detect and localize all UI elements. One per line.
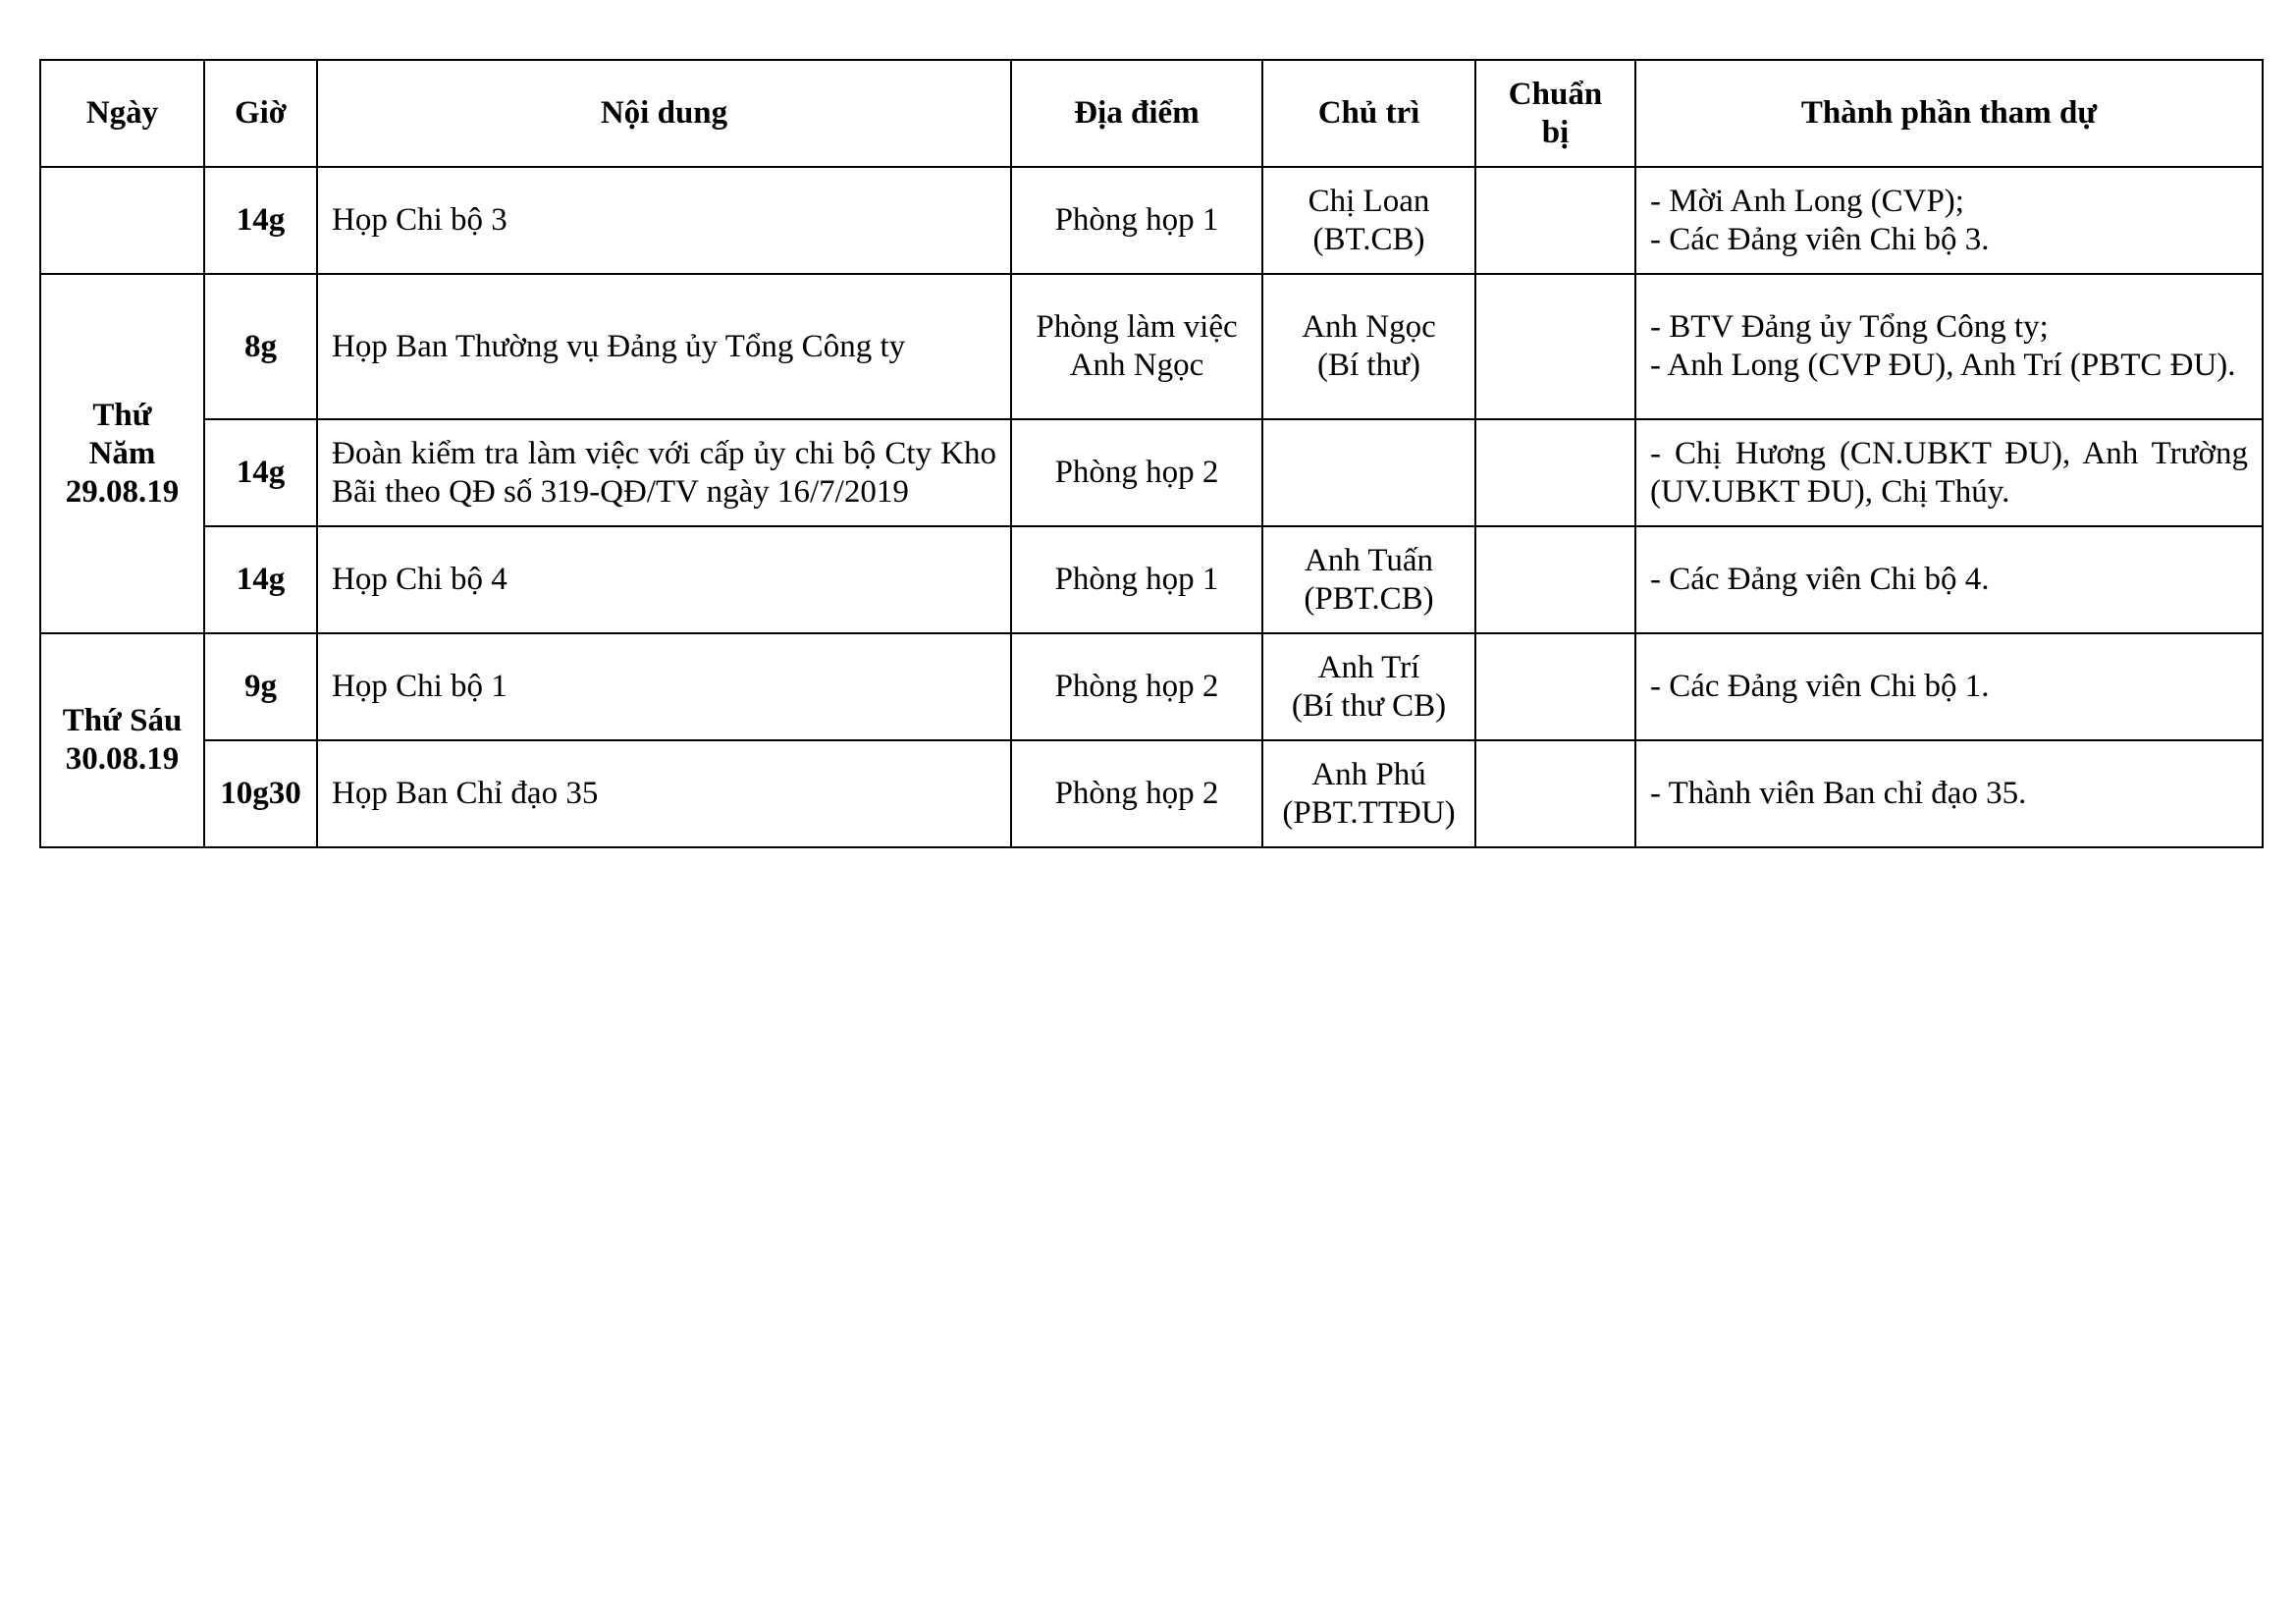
header-place: Địa điểm [1011,60,1262,167]
place-cell [1011,526,1262,633]
place-cell [1011,274,1262,419]
attendees-cell [1635,167,2263,274]
attendees-cell [1635,633,2263,740]
chair-cell [1262,633,1475,740]
prep-cell [1475,274,1635,419]
table-row [40,419,2263,526]
prep-cell [1475,740,1635,847]
place-line: Phòng làm việc [1036,309,1238,345]
day-line: Thứ [92,397,152,433]
header-prep: Chuẩn bị [1475,60,1635,167]
header-attendees: Thành phần tham dự [1635,60,2263,167]
place-line: Phòng họp 1 [1054,562,1219,597]
place-cell [1011,419,1262,526]
schedule-body [40,167,2263,847]
time-cell: 14g [204,419,317,526]
attendees-cell [1635,274,2263,419]
place-line: Phòng họp 2 [1054,455,1219,490]
day-cell [40,633,204,847]
day-line: 29.08.19 [65,473,180,510]
table-row [40,167,2263,274]
header-time: Giờ [204,60,317,167]
prep-cell [1475,419,1635,526]
day-line: Năm [88,435,156,471]
prep-cell [1475,167,1635,274]
chair-line: (PBT.CB) [1304,580,1434,617]
chair-cell [1262,167,1475,274]
place-line: Anh Ngọc [1069,348,1204,383]
chair-line: (Bí thư CB) [1291,687,1447,724]
table-row [40,274,2263,419]
attendees-cell [1635,740,2263,847]
header-row [40,60,2263,167]
header-content: Nội dung [317,60,1011,167]
table-row [40,526,2263,633]
chair-cell [1262,419,1475,526]
chair-line: (Bí thư) [1317,348,1420,383]
header-day: Ngày [40,60,204,167]
content-cell: Đoàn kiểm tra làm việc với cấp ủy chi bộ Cty Kho Bãi theo QĐ số 319-QĐ/TV ngày 16/7/2019 [317,419,1011,526]
attendee-line: - Anh Long (CVP ĐU), Anh Trí (PBTC ĐU). [1650,348,2236,383]
attendee-line: - Các Đảng viên Chi bộ 4. [1650,562,1990,597]
attendee-line: - Thành viên Ban chỉ đạo 35. [1650,776,2027,811]
chair-line: Chị Loan [1308,183,1430,219]
day-line: Thứ Sáu [62,703,183,738]
attendees-cell [1635,419,2263,526]
content-cell: Họp Chi bộ 1 [317,633,1011,740]
attendees-cell [1635,526,2263,633]
attendee-line: - BTV Đảng ủy Tổng Công ty; [1650,309,2049,345]
attendee-line: - Các Đảng viên Chi bộ 1. [1650,669,1990,704]
chair-cell [1262,274,1475,419]
chair-line: (PBT.TTĐU) [1282,794,1456,831]
schedule-table [39,59,2264,848]
time-cell: 9g [204,633,317,740]
content-cell: Họp Ban Thường vụ Đảng ủy Tổng Công ty [317,274,1011,419]
chair-line: Anh Trí [1317,649,1420,685]
time-cell: 14g [204,167,317,274]
chair-cell [1262,740,1475,847]
place-cell [1011,633,1262,740]
place-line: Phòng họp 1 [1054,202,1219,238]
day-cell [40,167,204,274]
attendee-line: - Các Đảng viên Chi bộ 3. [1650,221,1990,257]
attendee-line: - Mời Anh Long (CVP); [1650,183,1964,219]
chair-line: Anh Tuấn [1304,542,1434,578]
prep-cell [1475,633,1635,740]
content-cell: Họp Ban Chỉ đạo 35 [317,740,1011,847]
time-cell: 14g [204,526,317,633]
chair-line: Anh Phú [1311,756,1426,792]
time-cell: 8g [204,274,317,419]
header-chair: Chủ trì [1262,60,1475,167]
time-cell: 10g30 [204,740,317,847]
table-row [40,633,2263,740]
content-cell: Họp Chi bộ 4 [317,526,1011,633]
table-row [40,740,2263,847]
day-cell [40,274,204,633]
chair-line: (BT.CB) [1312,221,1425,257]
place-line: Phòng họp 2 [1054,669,1219,704]
attendee-line: - Chị Hương (CN.UBKT ĐU), Anh Trường (UV.UBKT ĐU), Chị Thúy. [1650,435,2248,510]
place-cell [1011,167,1262,274]
place-line: Phòng họp 2 [1054,776,1219,811]
chair-line: Anh Ngọc [1302,309,1436,345]
chair-cell [1262,526,1475,633]
day-line: 30.08.19 [65,741,180,777]
place-cell [1011,740,1262,847]
content-cell: Họp Chi bộ 3 [317,167,1011,274]
prep-cell [1475,526,1635,633]
